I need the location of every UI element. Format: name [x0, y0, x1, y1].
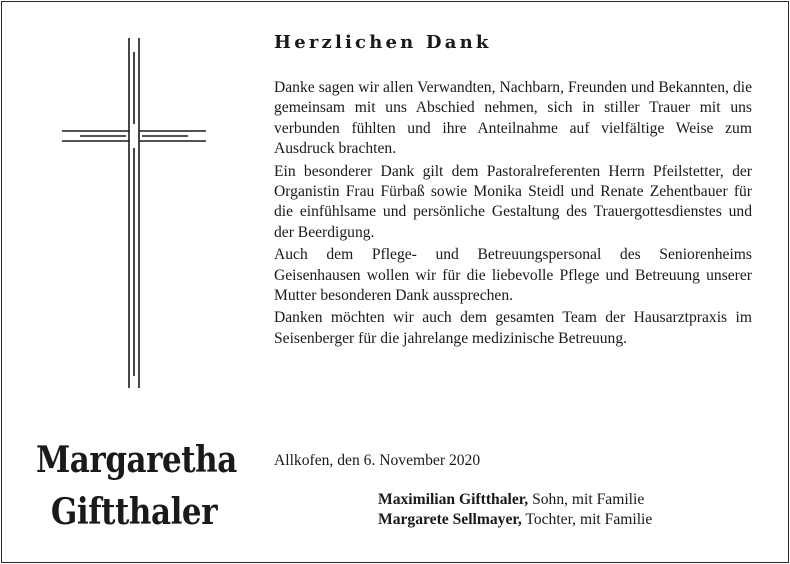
deceased-last-name: Giftthaler [50, 491, 218, 533]
paragraph-relatives: Danke sagen wir allen Verwandten, Nachbarn, Freunden und Bekannten, die gemeinsam mit uns Abschied nehmen, sich in stiller Trauer mit uns verbunden fühlten und ihre Anteilnahme auf vielfältige Weise zum Ausdruck brachten. [274, 79, 752, 158]
paragraph-care-staff: Auch dem Pflege- und Betreuungspersonal des Seniorenheims Geisenhausen wollen wir für die liebevolle Pflege und Betreuung unserer Mutter besonderen Dank aussprechen. [274, 246, 752, 305]
signature-relation: Sohn, mit Familie [532, 491, 645, 508]
deceased-first-name: Margaretha [35, 439, 237, 481]
signatures [378, 490, 652, 530]
paragraph-service: Ein besonderer Dank gilt dem Pastoralreferenten Herrn Pfeilstetter, der Organistin Frau Fürbaß sowie Monika Steidl und Renate Zehentbauer für die einfühlsame und persönliche Gestaltung des Trauergottesdienstes und der Beerdigung. [274, 162, 752, 241]
signature-relation: Tochter, mit Familie [525, 511, 653, 528]
signature-name: Margarete Sellmayer, [378, 511, 522, 528]
signature-name: Maximilian Giftthaler, [378, 491, 529, 508]
notice-heading: Herzlichen Dank [274, 32, 492, 53]
signature-row [378, 490, 652, 510]
paragraph-doctors: Danken möchten wir auch dem gesamten Team der Hausarztpraxis im Seisenberger für die jahrelange medizinische Betreuung. [274, 309, 752, 347]
cross-icon [62, 38, 206, 388]
signature-row [378, 510, 652, 530]
deceased-name [35, 434, 237, 538]
notice-body [274, 78, 752, 351]
place-date: Allkofen, den 6. November 2020 [274, 452, 481, 469]
